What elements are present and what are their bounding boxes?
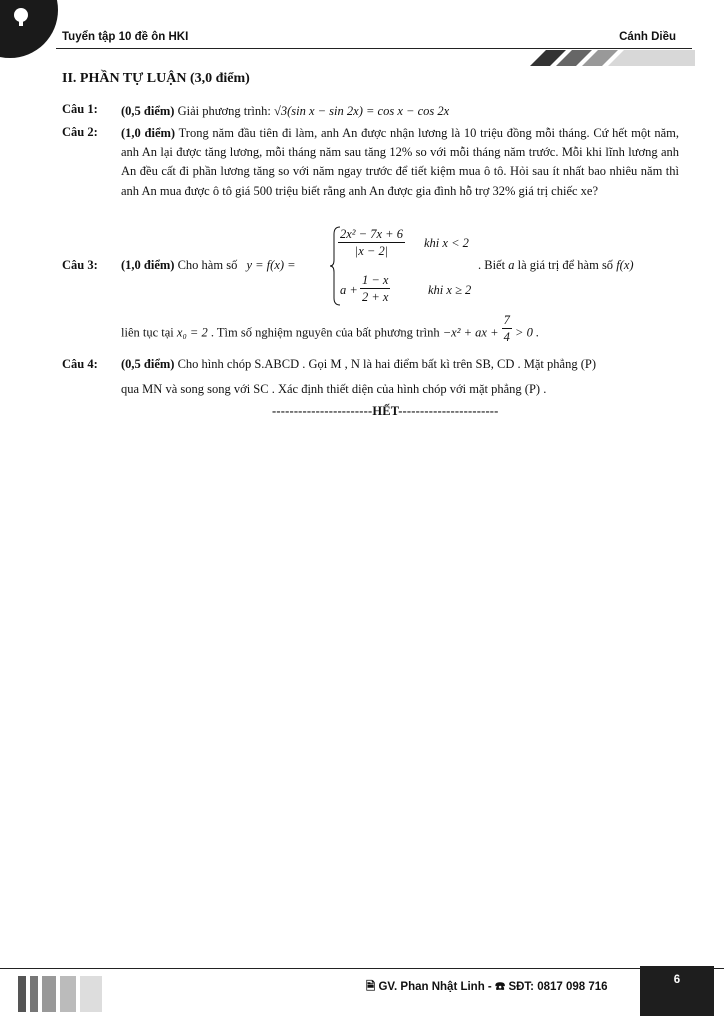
q2-label: Câu 2: [62,125,98,139]
end-mark: -----------------------HẾT----------------------- [272,404,499,418]
q4-line2: qua MN và song song với SC . Xác định thiết diện của hình chóp với mặt phẳng (P) . [121,382,547,396]
q1-body [121,102,679,121]
footer-contact [366,979,608,998]
q3-text-c: là giá trị để hàm số [517,258,614,272]
q4-line1-text: Cho hình chóp S.ABCD . Gọi M , N là hai điểm bất kì trên SB, CD . Mặt phẳng (P) [177,357,596,371]
q3-line2 [121,313,540,345]
footer-author: GV. Phan Nhật Linh - [378,981,492,993]
q1-text: Giải phương trình: [177,104,271,118]
q3-func: y = f(x) = [246,258,296,272]
case2-frac [360,272,390,305]
header-rule [56,48,692,49]
q3-points: (1,0 điểm) [121,258,175,272]
q3-ineq-left: −x² + ax + [442,325,499,340]
case2-a: a + [340,283,358,297]
page-number: 6 [640,966,714,1016]
corner-badge [0,0,58,58]
phone-icon: ☎ [494,981,506,993]
section-title: II. PHẦN TỰ LUẬN (3,0 điểm) [62,71,250,86]
case1-denominator: |x − 2| [354,244,389,258]
header-stripes [520,50,695,66]
case1-numerator: 2x² − 7x + 6 [340,227,403,241]
q3-text-b: . Biết [478,258,506,272]
q2-points: (1,0 điểm) [121,126,176,140]
q1-math: √3(sin x − sin 2x) = cos x − cos 2x [273,104,450,118]
q4-line1 [121,357,596,372]
case1-condition: khi x < 2 [424,236,469,250]
q3-var-a: a [508,258,515,272]
ineq-denominator: 4 [503,330,510,344]
q3-label: Câu 3: [62,258,98,272]
q3-x0: x₀ = 2 [176,325,208,340]
q1-label: Câu 1: [62,102,98,116]
q4-points: (0,5 điểm) [121,357,175,371]
q3-line2-a: liên tục tại [121,325,174,340]
case2-numerator: 1 − x [362,273,389,287]
q3-line2-b: . Tìm số nghiệm nguyên của bất phương trình [210,325,440,340]
case1-frac [338,226,405,259]
q3-text-a: Cho hàm số [177,258,238,272]
q3-ineq-right: > 0 . [515,325,540,340]
ineq-numerator: 7 [503,313,510,327]
footer-bars [18,976,118,1012]
case2-denominator: 2 + x [362,290,389,304]
brain-icon [8,4,34,30]
q4-label: Câu 4: [62,357,98,371]
q3-tail [478,258,634,273]
q2-text: Trong năm đầu tiên đi làm, anh An được nhận lương là 10 triệu đồng mỗi tháng. Cứ hết một năm, anh An lại được tăng lương, mỗi tháng năm sau tăng 12% so với mỗi tháng năm trước. Mỗi khi lĩnh lương anh An đều cất đi phần lương tăng so với năm ngay trước để tiết kiệm mua ô tô. Hỏi sau ít nhất bao nhiêu năm thì anh An mua được ô tô giá 500 triệu biết rằng anh An được gia đình hỗ trợ 32% giá trị chiếc xe? [121,126,679,198]
q2-body [121,124,679,201]
header-subject: Cánh Diều [619,31,676,43]
q3-intro [121,258,296,273]
footer-phone: SĐT: 0817 098 716 [508,981,608,993]
q3-fx: f(x) [616,258,634,272]
q1-points: (0,5 điểm) [121,104,175,118]
header-title: Tuyển tập 10 đề ôn HKI [62,31,189,43]
footer-rule [0,968,724,969]
case2-condition: khi x ≥ 2 [428,283,472,297]
document-icon: 🗎 [366,981,376,993]
